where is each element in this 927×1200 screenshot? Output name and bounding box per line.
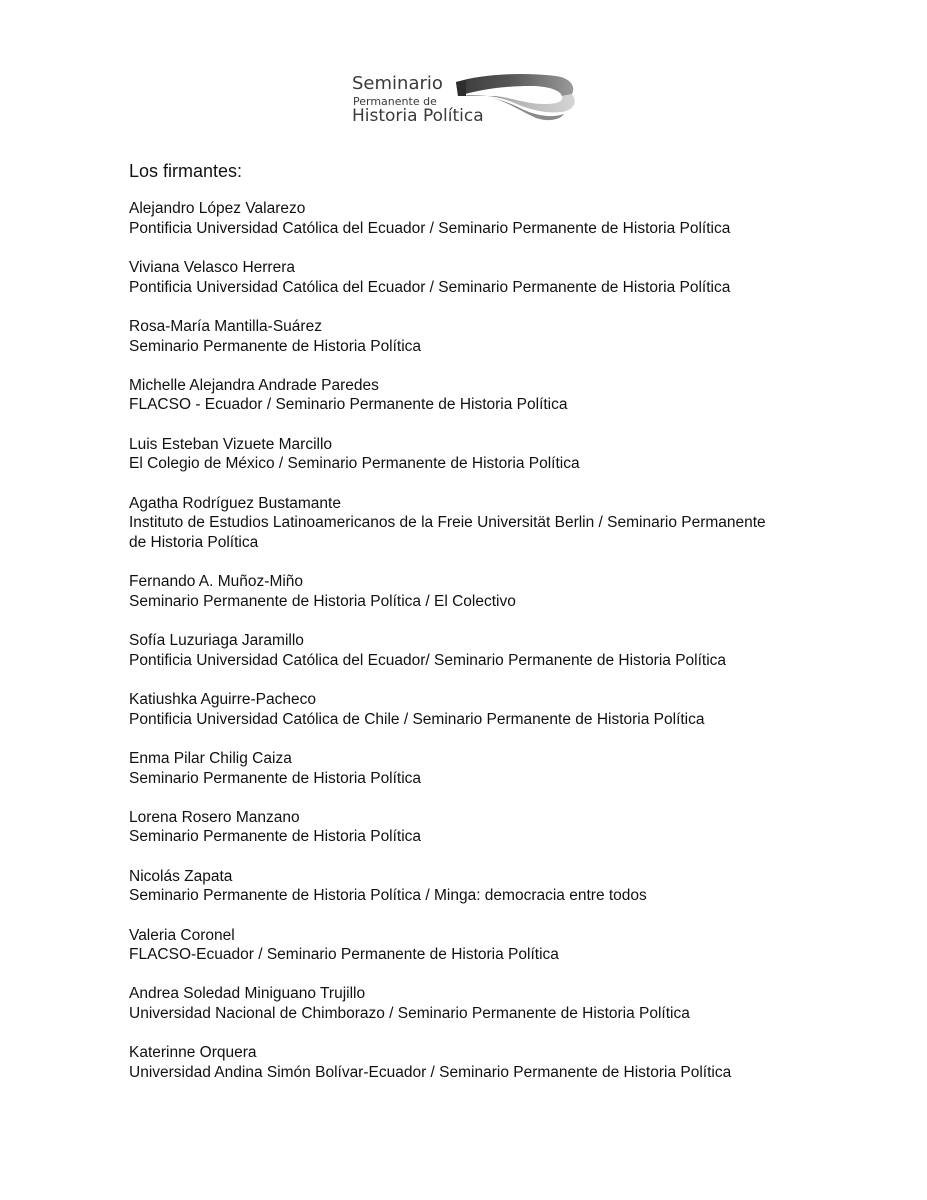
ribbon-mark-icon bbox=[452, 72, 580, 128]
signer-affiliation: Universidad Andina Simón Bolívar-Ecuador / Seminario Permanente de Historia Política bbox=[129, 1064, 732, 1082]
signer-name: Enma Pilar Chilig Caiza bbox=[129, 749, 292, 767]
signer-affiliation: FLACSO - Ecuador / Seminario Permanente de Historia Política bbox=[129, 396, 568, 414]
signer-entry bbox=[129, 984, 829, 1023]
signer-entry bbox=[129, 199, 829, 238]
signer-entry bbox=[129, 749, 829, 788]
signer-name: Rosa-María Mantilla-Suárez bbox=[129, 317, 322, 335]
seminar-logo bbox=[352, 72, 582, 128]
signer-entry bbox=[129, 258, 829, 297]
signer-name: Alejandro López Valarezo bbox=[129, 200, 306, 217]
signer-name: Valeria Coronel bbox=[129, 926, 235, 944]
signer-name: Viviana Velasco Herrera bbox=[129, 258, 295, 276]
signers-section bbox=[129, 160, 829, 1102]
signer-name: Katiushka Aguirre-Pacheco bbox=[129, 690, 316, 708]
signer-name: Michelle Alejandra Andrade Paredes bbox=[129, 376, 379, 394]
logo-line-3: Historia Política bbox=[352, 106, 484, 126]
signer-name: Luis Esteban Vizuete Marcillo bbox=[129, 435, 333, 453]
signer-affiliation: Seminario Permanente de Historia Política bbox=[129, 769, 422, 787]
signer-affiliation: Seminario Permanente de Historia Política / El Colectivo bbox=[129, 592, 516, 610]
signer-affiliation: Pontificia Universidad Católica del Ecuador / Seminario Permanente de Historia Política bbox=[129, 278, 731, 296]
signer-entry bbox=[129, 631, 829, 670]
signer-name: Nicolás Zapata bbox=[129, 867, 233, 885]
signer-affiliation: Pontificia Universidad Católica del Ecuador / Seminario Permanente de Historia Política bbox=[129, 219, 731, 237]
signer-affiliation: Seminario Permanente de Historia Política bbox=[129, 337, 422, 355]
signer-affiliation: FLACSO-Ecuador / Seminario Permanente de Historia Política bbox=[129, 946, 559, 964]
signer-name: Andrea Soledad Miniguano Trujillo bbox=[129, 985, 366, 1003]
signer-entry bbox=[129, 572, 829, 611]
signer-name: Fernando A. Muñoz-Miño bbox=[129, 573, 304, 591]
signer-entry bbox=[129, 926, 829, 965]
signer-affiliation: Universidad Nacional de Chimborazo / Seminario Permanente de Historia Política bbox=[129, 1005, 690, 1023]
signer-entry bbox=[129, 1043, 829, 1082]
signer-entry bbox=[129, 494, 829, 553]
signer-entry bbox=[129, 435, 829, 474]
signer-entry bbox=[129, 690, 829, 729]
signer-list bbox=[129, 199, 829, 1083]
signer-name: Sofía Luzuriaga Jaramillo bbox=[129, 632, 304, 650]
section-heading: Los firmantes: bbox=[129, 161, 243, 181]
signer-entry bbox=[129, 808, 829, 847]
signer-affiliation: Pontificia Universidad Católica del Ecuador/ Seminario Permanente de Historia Política bbox=[129, 651, 727, 669]
signer-name: Lorena Rosero Manzano bbox=[129, 808, 300, 826]
logo-line-1: Seminario bbox=[352, 73, 443, 94]
signer-affiliation: Pontificia Universidad Católica de Chile / Seminario Permanente de Historia Política bbox=[129, 710, 705, 728]
signer-entry bbox=[129, 867, 829, 906]
signer-affiliation: Seminario Permanente de Historia Política / Minga: democracia entre todos bbox=[129, 887, 647, 905]
signer-name: Agatha Rodríguez Bustamante bbox=[129, 494, 341, 512]
signer-entry bbox=[129, 376, 829, 415]
signer-name: Katerinne Orquera bbox=[129, 1044, 257, 1062]
signer-affiliation: Seminario Permanente de Historia Política bbox=[129, 828, 422, 846]
signer-affiliation: El Colegio de México / Seminario Permanente de Historia Política bbox=[129, 455, 580, 473]
logo-line-2: Permanente de bbox=[353, 95, 437, 108]
signer-affiliation: Instituto de Estudios Latinoamericanos de la Freie Universität Berlin / Seminario Permanente de Historia Política bbox=[129, 514, 766, 551]
signer-entry bbox=[129, 317, 829, 356]
